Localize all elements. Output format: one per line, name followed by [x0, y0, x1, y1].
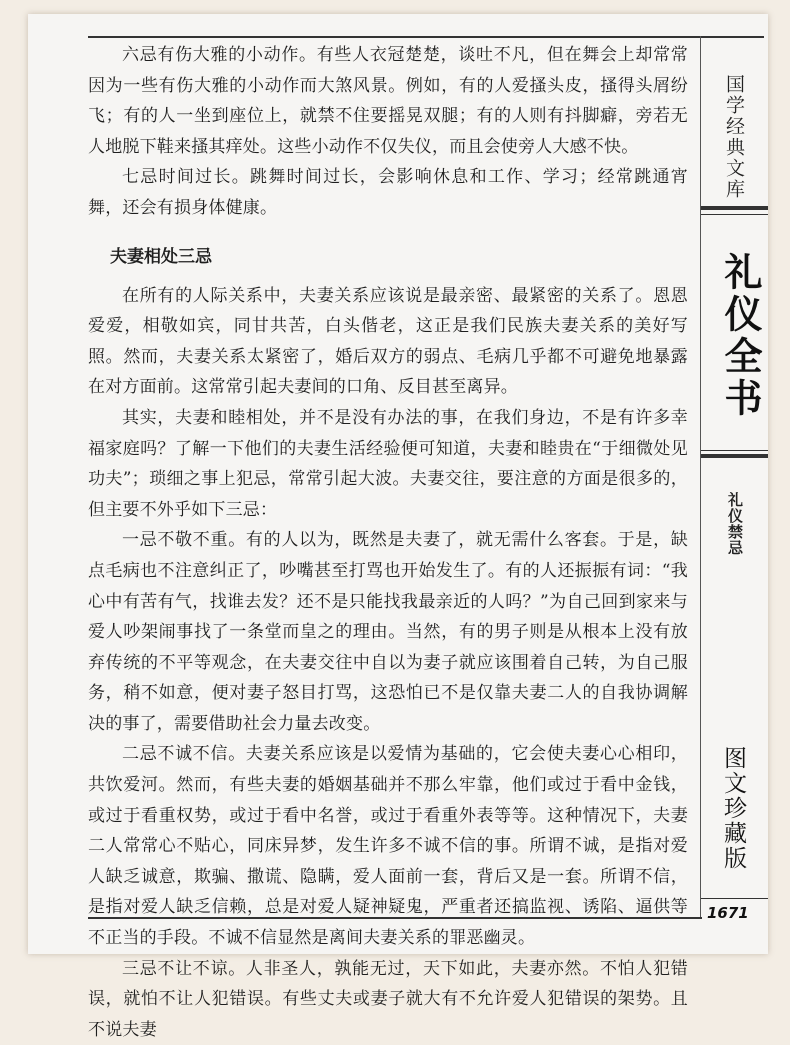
series-name: 国学经典文库 — [723, 74, 745, 200]
sidebar-rule — [701, 454, 768, 458]
paragraph-intro: 在所有的人际关系中，夫妻关系应该说是最亲密、最紧密的关系了。恩恩爱爱，相敬如宾，同甘共苦，白头偕老，这正是我们民族夫妻关系的美好写照。然而，夫妻关系太紧密了，婚后双方的弱点、毛病几乎都不可避免地暴露在对方面前。这常常引起夫妻间的口角、反目甚至离异。 — [88, 285, 688, 398]
body-text — [88, 40, 688, 1045]
paragraph-dance-taboo-6: 六忌有伤大雅的小动作。有些人衣冠楚楚，谈吐不凡，但在舞会上却常常因为一些有伤大雅的小动作而大煞风景。例如，有的人爱搔头皮，搔得头屑纷飞；有的人一坐到座位上，就禁不住要摇晃双腿；有的人则有抖脚癖，旁若无人地脱下鞋来搔其痒处。这些小动作不仅失仪，而且会使旁人大感不快。 — [88, 45, 688, 157]
section-name: 礼仪禁忌 — [726, 492, 744, 556]
paragraph-taboo-1: 一忌不敬不重。有的人以为，既然是夫妻了，就无需什么客套。于是，缺点毛病也不注意纠正了，吵嘴甚至打骂也开始发生了。有的人还振振有词：“我心中有苦有气，找谁去发？还不是只能找我最亲近的人吗？”为自己回到家来与爱人吵架闹事找了一条堂而皇之的理由。当然，有的男子则是从根本上没有放弃传统的不平等观念，在夫妻交往中自以为妻子就应该围着自己转，为自己服务，稍不如意，便对妻子怒目打骂，这恐怕已不是仅靠夫妻二人的自我协调解决的事了，需要借助社会力量去改变。 — [88, 530, 688, 734]
edition-name: 图文珍藏版 — [720, 746, 746, 871]
sidebar-rule — [701, 214, 768, 215]
paragraph-dance-taboo-7: 七忌时间过长。跳舞时间过长，会影响休息和工作、学习；经常跳通宵舞，还会有损身体健康。 — [88, 167, 688, 218]
book-title: 礼仪全书 — [718, 252, 762, 420]
paragraph-taboo-2: 二忌不诚不信。夫妻关系应该是以爱情为基础的，它会使夫妻心心相印，共饮爱河。然而，有些夫妻的婚姻基础并不那么牢靠，他们或过于看中金钱，或过于看重权势，或过于看中名誉，或过于看重外表等等。这种情况下，夫妻二人常常心不贴心，同床异梦，发生许多不诚不信的事。所谓不诚，是指对爱人缺乏诚意，欺骗、撒谎、隐瞒，爱人面前一套，背后又是一套。所谓不信，是指对爱人缺乏信赖，总是对爱人疑神疑鬼，严重者还搞监视、诱陷、逼供等不正当的手段。不诚不信显然是离间夫妻关系的罪恶幽灵。 — [88, 744, 688, 949]
book-page — [28, 14, 768, 1040]
paragraph-taboo-3: 三忌不让不谅。人非圣人，孰能无过，天下如此，夫妻亦然。不怕人犯错误，就怕不让人犯错误。有些丈夫或妻子就大有不允许爱人犯错误的架势。且不说夫妻 — [88, 958, 688, 1040]
page-number: 1671 — [707, 904, 749, 922]
sidebar-rule — [701, 898, 768, 899]
paragraph-harmony: 其实，夫妻和睦相处，并不是没有办法的事，在我们身边，不是有许多幸福家庭吗？了解一下他们的夫妻生活经验便可知道，夫妻和睦贵在“于细微处见功夫”；琐细之事上犯忌，常常引起大波。夫妻交往，要注意的方面是很多的，但主要不外乎如下三忌： — [88, 407, 688, 520]
sidebar — [701, 38, 768, 922]
sidebar-rule — [701, 450, 768, 451]
bottom-rule — [88, 917, 702, 919]
section-heading: 夫妻相处三忌 — [110, 246, 212, 267]
sidebar-rule — [701, 206, 768, 210]
top-rule — [88, 36, 764, 38]
